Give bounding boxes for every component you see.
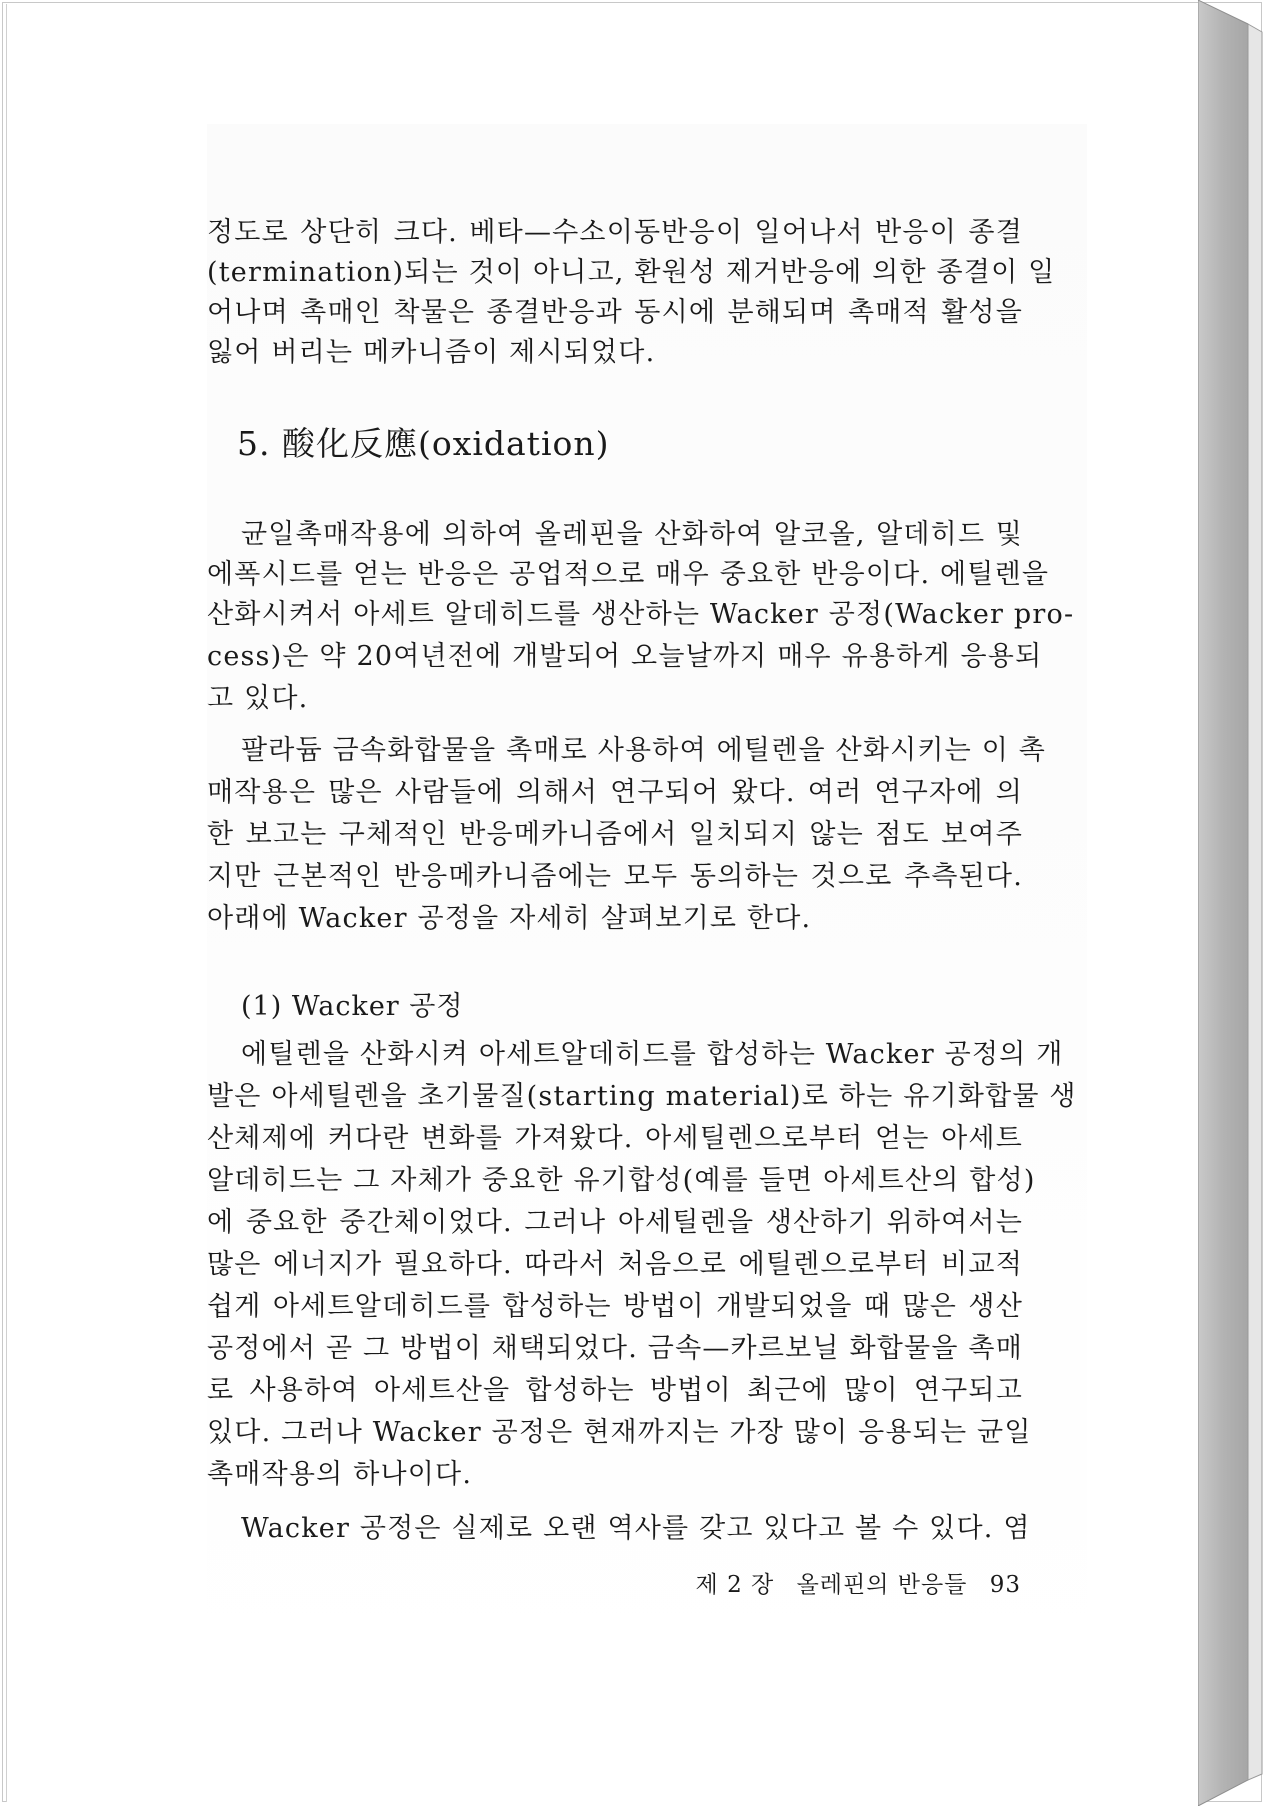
text-line: cess)은 약 20여년전에 개발되어 오늘날까지 매우 유용하게 응용되 bbox=[207, 641, 1043, 672]
text-line: 팔라듐 금속화합물을 촉매로 사용하여 에틸렌을 산화시키는 이 촉 bbox=[241, 735, 1047, 766]
text-line: 매작용은 많은 사람들에 의해서 연구되어 왔다. 여러 연구자에 의 bbox=[207, 777, 1023, 808]
text-line: 에틸렌을 산화시켜 아세트알데히드를 합성하는 Wacker 공정의 개 bbox=[241, 1039, 1064, 1070]
text-line: 로 사용하여 아세트산을 합성하는 방법이 최근에 많이 연구되고 bbox=[207, 1375, 1023, 1406]
text-line: 촉매작용의 하나이다. bbox=[207, 1459, 473, 1490]
text-line: 많은 에너지가 필요하다. 따라서 처음으로 에틸렌으로부터 비교적 bbox=[207, 1249, 1023, 1280]
text-line: 발은 아세틸렌을 초기물질(starting material)로 하는 유기화합물 생 bbox=[207, 1081, 1077, 1112]
text-line: 산체제에 커다란 변화를 가져왔다. 아세틸렌으로부터 얻는 아세트 bbox=[207, 1123, 1023, 1154]
text-line: 산화시켜서 아세트 알데히드를 생산하는 Wacker 공정(Wacker pro- bbox=[207, 599, 1075, 630]
text-line: 고 있다. bbox=[207, 683, 309, 714]
text-line: (termination)되는 것이 아니고, 환원성 제거반응에 의한 종결이 일 bbox=[207, 257, 1056, 288]
text-line: 알데히드는 그 자체가 중요한 유기합성(예를 들면 아세트산의 합성) bbox=[207, 1165, 1036, 1196]
text-line: 있다. 그러나 Wacker 공정은 현재까지는 가장 많이 응용되는 균일 bbox=[207, 1417, 1032, 1448]
text-line: 쉽게 아세트알데히드를 합성하는 방법이 개발되었을 때 많은 생산 bbox=[207, 1291, 1023, 1322]
text-line: 정도로 상단히 크다. 베타—수소이동반응이 일어나서 반응이 종결 bbox=[207, 217, 1023, 248]
page-footer bbox=[679, 1570, 1021, 1600]
text-line: 한 보고는 구체적인 반응메카니즘에서 일치되지 않는 점도 보여주 bbox=[207, 819, 1023, 850]
book-page bbox=[6, 4, 1202, 1802]
text-line: 아래에 Wacker 공정을 자세히 살펴보기로 한다. bbox=[207, 903, 812, 934]
text-line: 에 중요한 중간체이었다. 그러나 아세틸렌을 생산하기 위하여서는 bbox=[207, 1207, 1023, 1238]
page-number: 93 bbox=[989, 1572, 1021, 1598]
text-line: 공정에서 곧 그 방법이 채택되었다. 금속—카르보닐 화합물을 촉매 bbox=[207, 1333, 1023, 1364]
text-line: Wacker 공정은 실제로 오랜 역사를 갖고 있다고 볼 수 있다. 염 bbox=[241, 1513, 1031, 1544]
text-line: 어나며 촉매인 착물은 종결반응과 동시에 분해되며 촉매적 활성을 bbox=[207, 297, 1023, 328]
section-heading: 5. 酸化反應(oxidation) bbox=[237, 424, 610, 463]
text-line: 에폭시드를 얻는 반응은 공업적으로 매우 중요한 반응이다. 에틸렌을 bbox=[207, 559, 1050, 590]
footer-chapter-title: 올레핀의 반응들 bbox=[796, 1572, 968, 1598]
book-spine bbox=[1198, 0, 1264, 1806]
subsection-heading: (1) Wacker 공정 bbox=[241, 991, 464, 1022]
footer-chapter: 제 2 장 bbox=[695, 1572, 775, 1598]
text-line: 잃어 버리는 메카니즘이 제시되었다. bbox=[207, 337, 656, 368]
text-line: 지만 근본적인 반응메카니즘에는 모두 동의하는 것으로 추측된다. bbox=[207, 861, 1023, 892]
text-line: 균일촉매작용에 의하여 올레핀을 산화하여 알코올, 알데히드 및 bbox=[241, 519, 1023, 550]
